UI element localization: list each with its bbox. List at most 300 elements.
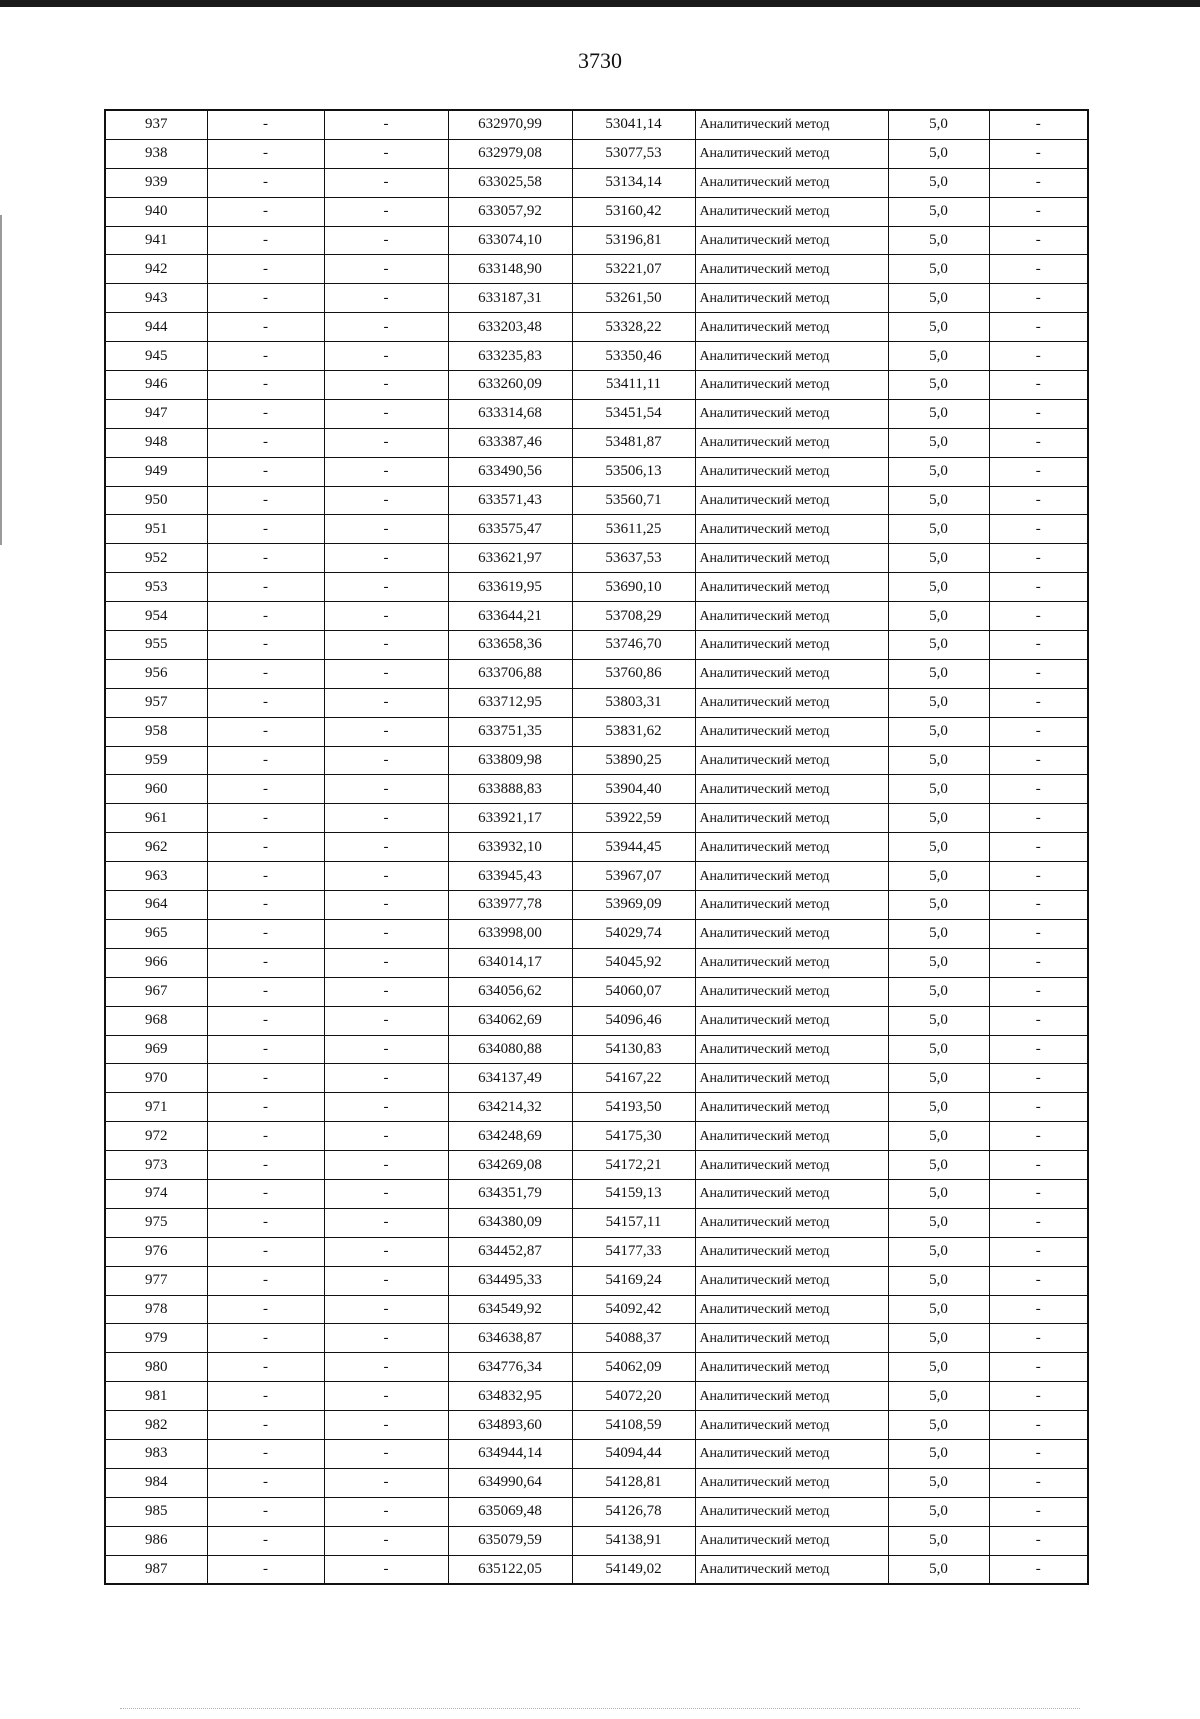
empty-col-8-cell: - (989, 1122, 1088, 1151)
accuracy-cell: 5,0 (888, 1497, 989, 1526)
method-cell: Аналитический метод (695, 457, 888, 486)
accuracy-cell: 5,0 (888, 1208, 989, 1237)
coord-x-cell: 634638,87 (448, 1324, 572, 1353)
method-cell: Аналитический метод (695, 110, 888, 139)
empty-col-3-cell: - (324, 428, 448, 457)
accuracy-cell: 5,0 (888, 515, 989, 544)
coord-y-cell: 53690,10 (572, 573, 695, 602)
coord-y-cell: 54149,02 (572, 1555, 695, 1584)
method-cell: Аналитический метод (695, 862, 888, 891)
empty-col-8-cell: - (989, 1411, 1088, 1440)
coord-x-cell: 633932,10 (448, 833, 572, 862)
empty-col-3-cell: - (324, 1266, 448, 1295)
empty-col-2-cell: - (207, 746, 324, 775)
accuracy-cell: 5,0 (888, 139, 989, 168)
method-cell: Аналитический метод (695, 948, 888, 977)
coord-x-cell: 634056,62 (448, 977, 572, 1006)
empty-col-2-cell: - (207, 891, 324, 920)
empty-col-3-cell: - (324, 1151, 448, 1180)
empty-col-8-cell: - (989, 1006, 1088, 1035)
coord-y-cell: 54175,30 (572, 1122, 695, 1151)
empty-col-3-cell: - (324, 313, 448, 342)
empty-col-2-cell: - (207, 804, 324, 833)
empty-col-3-cell: - (324, 1468, 448, 1497)
point-number-cell: 938 (105, 139, 207, 168)
table-row (105, 659, 1088, 688)
point-number-cell: 962 (105, 833, 207, 862)
method-cell: Аналитический метод (695, 804, 888, 833)
table-row (105, 342, 1088, 371)
empty-col-3-cell: - (324, 573, 448, 602)
table-row (105, 1468, 1088, 1497)
point-number-cell: 986 (105, 1526, 207, 1555)
coord-x-cell: 635079,59 (448, 1526, 572, 1555)
empty-col-3-cell: - (324, 1324, 448, 1353)
coord-y-cell: 54130,83 (572, 1035, 695, 1064)
method-cell: Аналитический метод (695, 255, 888, 284)
empty-col-3-cell: - (324, 688, 448, 717)
table-row (105, 1064, 1088, 1093)
method-cell: Аналитический метод (695, 1439, 888, 1468)
accuracy-cell: 5,0 (888, 573, 989, 602)
point-number-cell: 945 (105, 342, 207, 371)
accuracy-cell: 5,0 (888, 110, 989, 139)
empty-col-8-cell: - (989, 833, 1088, 862)
coord-x-cell: 633712,95 (448, 688, 572, 717)
empty-col-2-cell: - (207, 342, 324, 371)
page-number: 3730 (578, 48, 622, 73)
empty-col-2-cell: - (207, 1324, 324, 1353)
coord-x-cell: 633619,95 (448, 573, 572, 602)
point-number-cell: 947 (105, 399, 207, 428)
table-row (105, 399, 1088, 428)
empty-col-2-cell: - (207, 775, 324, 804)
empty-col-2-cell: - (207, 399, 324, 428)
empty-col-2-cell: - (207, 1382, 324, 1411)
point-number-cell: 959 (105, 746, 207, 775)
table-row (105, 804, 1088, 833)
accuracy-cell: 5,0 (888, 1526, 989, 1555)
empty-col-3-cell: - (324, 775, 448, 804)
empty-col-2-cell: - (207, 544, 324, 573)
coord-x-cell: 633187,31 (448, 284, 572, 313)
empty-col-3-cell: - (324, 977, 448, 1006)
coord-y-cell: 54088,37 (572, 1324, 695, 1353)
coord-x-cell: 634944,14 (448, 1439, 572, 1468)
empty-col-2-cell: - (207, 1064, 324, 1093)
coord-y-cell: 53760,86 (572, 659, 695, 688)
coord-x-cell: 635122,05 (448, 1555, 572, 1584)
accuracy-cell: 5,0 (888, 1266, 989, 1295)
accuracy-cell: 5,0 (888, 631, 989, 660)
accuracy-cell: 5,0 (888, 313, 989, 342)
table-row (105, 226, 1088, 255)
empty-col-2-cell: - (207, 1093, 324, 1122)
point-number-cell: 950 (105, 486, 207, 515)
accuracy-cell: 5,0 (888, 342, 989, 371)
method-cell: Аналитический метод (695, 1468, 888, 1497)
point-number-cell: 963 (105, 862, 207, 891)
coord-y-cell: 54060,07 (572, 977, 695, 1006)
empty-col-3-cell: - (324, 399, 448, 428)
empty-col-3-cell: - (324, 1237, 448, 1266)
accuracy-cell: 5,0 (888, 1237, 989, 1266)
point-number-cell: 960 (105, 775, 207, 804)
coord-y-cell: 53967,07 (572, 862, 695, 891)
empty-col-2-cell: - (207, 1266, 324, 1295)
empty-col-3-cell: - (324, 1179, 448, 1208)
coord-y-cell: 53261,50 (572, 284, 695, 313)
point-number-cell: 966 (105, 948, 207, 977)
table-row (105, 1006, 1088, 1035)
table-row (105, 371, 1088, 400)
empty-col-2-cell: - (207, 573, 324, 602)
empty-col-2-cell: - (207, 1237, 324, 1266)
empty-col-8-cell: - (989, 457, 1088, 486)
empty-col-3-cell: - (324, 515, 448, 544)
coordinates-table (104, 109, 1089, 1585)
coord-x-cell: 634062,69 (448, 1006, 572, 1035)
table-row (105, 717, 1088, 746)
coord-x-cell: 633644,21 (448, 602, 572, 631)
coord-y-cell: 53560,71 (572, 486, 695, 515)
coord-y-cell: 54172,21 (572, 1151, 695, 1180)
empty-col-2-cell: - (207, 1208, 324, 1237)
accuracy-cell: 5,0 (888, 1151, 989, 1180)
table-row (105, 1555, 1088, 1584)
coord-y-cell: 53922,59 (572, 804, 695, 833)
empty-col-8-cell: - (989, 255, 1088, 284)
empty-col-3-cell: - (324, 1006, 448, 1035)
accuracy-cell: 5,0 (888, 1324, 989, 1353)
table-row (105, 1439, 1088, 1468)
method-cell: Аналитический метод (695, 284, 888, 313)
point-number-cell: 967 (105, 977, 207, 1006)
method-cell: Аналитический метод (695, 1266, 888, 1295)
method-cell: Аналитический метод (695, 891, 888, 920)
empty-col-8-cell: - (989, 573, 1088, 602)
accuracy-cell: 5,0 (888, 457, 989, 486)
empty-col-2-cell: - (207, 139, 324, 168)
empty-col-3-cell: - (324, 168, 448, 197)
method-cell: Аналитический метод (695, 833, 888, 862)
method-cell: Аналитический метод (695, 168, 888, 197)
accuracy-cell: 5,0 (888, 1411, 989, 1440)
empty-col-3-cell: - (324, 1035, 448, 1064)
table-row (105, 486, 1088, 515)
coord-x-cell: 633235,83 (448, 342, 572, 371)
empty-col-3-cell: - (324, 631, 448, 660)
accuracy-cell: 5,0 (888, 1468, 989, 1497)
coord-x-cell: 633387,46 (448, 428, 572, 457)
point-number-cell: 946 (105, 371, 207, 400)
method-cell: Аналитический метод (695, 1382, 888, 1411)
coord-x-cell: 634014,17 (448, 948, 572, 977)
empty-col-2-cell: - (207, 833, 324, 862)
accuracy-cell: 5,0 (888, 1006, 989, 1035)
coord-y-cell: 53803,31 (572, 688, 695, 717)
method-cell: Аналитический метод (695, 919, 888, 948)
method-cell: Аналитический метод (695, 573, 888, 602)
accuracy-cell: 5,0 (888, 1093, 989, 1122)
coord-y-cell: 54167,22 (572, 1064, 695, 1093)
empty-col-8-cell: - (989, 544, 1088, 573)
table-row (105, 255, 1088, 284)
coord-y-cell: 54092,42 (572, 1295, 695, 1324)
point-number-cell: 973 (105, 1151, 207, 1180)
empty-col-3-cell: - (324, 1208, 448, 1237)
coord-x-cell: 634990,64 (448, 1468, 572, 1497)
table-row (105, 1526, 1088, 1555)
empty-col-2-cell: - (207, 631, 324, 660)
point-number-cell: 972 (105, 1122, 207, 1151)
method-cell: Аналитический метод (695, 688, 888, 717)
point-number-cell: 984 (105, 1468, 207, 1497)
empty-col-2-cell: - (207, 1439, 324, 1468)
empty-col-3-cell: - (324, 1093, 448, 1122)
coord-x-cell: 633977,78 (448, 891, 572, 920)
table-row (105, 110, 1088, 139)
method-cell: Аналитический метод (695, 1497, 888, 1526)
point-number-cell: 940 (105, 197, 207, 226)
accuracy-cell: 5,0 (888, 688, 989, 717)
accuracy-cell: 5,0 (888, 1439, 989, 1468)
method-cell: Аналитический метод (695, 399, 888, 428)
coord-x-cell: 634351,79 (448, 1179, 572, 1208)
method-cell: Аналитический метод (695, 1006, 888, 1035)
empty-col-8-cell: - (989, 891, 1088, 920)
empty-col-8-cell: - (989, 804, 1088, 833)
point-number-cell: 982 (105, 1411, 207, 1440)
point-number-cell: 941 (105, 226, 207, 255)
empty-col-2-cell: - (207, 717, 324, 746)
point-number-cell: 939 (105, 168, 207, 197)
accuracy-cell: 5,0 (888, 226, 989, 255)
accuracy-cell: 5,0 (888, 891, 989, 920)
empty-col-8-cell: - (989, 631, 1088, 660)
empty-col-8-cell: - (989, 977, 1088, 1006)
table-row (105, 1382, 1088, 1411)
coord-x-cell: 633945,43 (448, 862, 572, 891)
point-number-cell: 955 (105, 631, 207, 660)
point-number-cell: 949 (105, 457, 207, 486)
table-row (105, 168, 1088, 197)
accuracy-cell: 5,0 (888, 717, 989, 746)
table-row (105, 284, 1088, 313)
empty-col-3-cell: - (324, 110, 448, 139)
point-number-cell: 944 (105, 313, 207, 342)
table-row (105, 313, 1088, 342)
point-number-cell: 987 (105, 1555, 207, 1584)
empty-col-2-cell: - (207, 1295, 324, 1324)
empty-col-8-cell: - (989, 775, 1088, 804)
empty-col-8-cell: - (989, 1151, 1088, 1180)
accuracy-cell: 5,0 (888, 919, 989, 948)
method-cell: Аналитический метод (695, 1035, 888, 1064)
empty-col-8-cell: - (989, 1093, 1088, 1122)
scan-edge-top (0, 0, 1200, 7)
coord-y-cell: 54045,92 (572, 948, 695, 977)
accuracy-cell: 5,0 (888, 862, 989, 891)
empty-col-8-cell: - (989, 313, 1088, 342)
point-number-cell: 961 (105, 804, 207, 833)
empty-col-2-cell: - (207, 1497, 324, 1526)
point-number-cell: 975 (105, 1208, 207, 1237)
coord-x-cell: 633074,10 (448, 226, 572, 255)
empty-col-2-cell: - (207, 457, 324, 486)
method-cell: Аналитический метод (695, 1353, 888, 1382)
table-row (105, 602, 1088, 631)
point-number-cell: 976 (105, 1237, 207, 1266)
table-row (105, 948, 1088, 977)
empty-col-2-cell: - (207, 486, 324, 515)
empty-col-3-cell: - (324, 659, 448, 688)
coord-y-cell: 54193,50 (572, 1093, 695, 1122)
accuracy-cell: 5,0 (888, 1353, 989, 1382)
method-cell: Аналитический метод (695, 1122, 888, 1151)
empty-col-8-cell: - (989, 371, 1088, 400)
empty-col-8-cell: - (989, 284, 1088, 313)
empty-col-8-cell: - (989, 948, 1088, 977)
coord-y-cell: 53481,87 (572, 428, 695, 457)
empty-col-2-cell: - (207, 1353, 324, 1382)
empty-col-8-cell: - (989, 1295, 1088, 1324)
coord-x-cell: 633921,17 (448, 804, 572, 833)
empty-col-2-cell: - (207, 1468, 324, 1497)
coord-x-cell: 634080,88 (448, 1035, 572, 1064)
empty-col-3-cell: - (324, 602, 448, 631)
coord-x-cell: 634495,33 (448, 1266, 572, 1295)
empty-col-3-cell: - (324, 1295, 448, 1324)
table-row (105, 891, 1088, 920)
table-row (105, 1411, 1088, 1440)
empty-col-3-cell: - (324, 284, 448, 313)
coord-x-cell: 634452,87 (448, 1237, 572, 1266)
coord-y-cell: 54108,59 (572, 1411, 695, 1440)
accuracy-cell: 5,0 (888, 602, 989, 631)
empty-col-8-cell: - (989, 1237, 1088, 1266)
coord-y-cell: 54128,81 (572, 1468, 695, 1497)
table-row (105, 1237, 1088, 1266)
table-row (105, 1353, 1088, 1382)
empty-col-8-cell: - (989, 659, 1088, 688)
coord-y-cell: 53077,53 (572, 139, 695, 168)
coord-y-cell: 53637,53 (572, 544, 695, 573)
coordinates-table-body (105, 110, 1088, 1584)
accuracy-cell: 5,0 (888, 948, 989, 977)
method-cell: Аналитический метод (695, 313, 888, 342)
accuracy-cell: 5,0 (888, 197, 989, 226)
table-row (105, 515, 1088, 544)
scan-edge-left (0, 215, 2, 545)
accuracy-cell: 5,0 (888, 168, 989, 197)
method-cell: Аналитический метод (695, 1526, 888, 1555)
accuracy-cell: 5,0 (888, 804, 989, 833)
point-number-cell: 943 (105, 284, 207, 313)
accuracy-cell: 5,0 (888, 255, 989, 284)
empty-col-3-cell: - (324, 371, 448, 400)
method-cell: Аналитический метод (695, 1093, 888, 1122)
coord-y-cell: 54072,20 (572, 1382, 695, 1411)
empty-col-8-cell: - (989, 428, 1088, 457)
table-row (105, 1122, 1088, 1151)
coord-x-cell: 634269,08 (448, 1151, 572, 1180)
coord-y-cell: 54094,44 (572, 1439, 695, 1468)
coord-x-cell: 634248,69 (448, 1122, 572, 1151)
point-number-cell: 969 (105, 1035, 207, 1064)
table-row (105, 775, 1088, 804)
method-cell: Аналитический метод (695, 1411, 888, 1440)
accuracy-cell: 5,0 (888, 1122, 989, 1151)
coord-y-cell: 53611,25 (572, 515, 695, 544)
method-cell: Аналитический метод (695, 1237, 888, 1266)
empty-col-8-cell: - (989, 1179, 1088, 1208)
empty-col-8-cell: - (989, 342, 1088, 371)
point-number-cell: 985 (105, 1497, 207, 1526)
empty-col-2-cell: - (207, 284, 324, 313)
empty-col-3-cell: - (324, 457, 448, 486)
empty-col-3-cell: - (324, 197, 448, 226)
empty-col-3-cell: - (324, 1555, 448, 1584)
table-row (105, 1266, 1088, 1295)
method-cell: Аналитический метод (695, 428, 888, 457)
empty-col-2-cell: - (207, 1555, 324, 1584)
coord-y-cell: 53506,13 (572, 457, 695, 486)
method-cell: Аналитический метод (695, 342, 888, 371)
empty-col-8-cell: - (989, 168, 1088, 197)
method-cell: Аналитический метод (695, 746, 888, 775)
coord-x-cell: 634549,92 (448, 1295, 572, 1324)
accuracy-cell: 5,0 (888, 486, 989, 515)
accuracy-cell: 5,0 (888, 1179, 989, 1208)
coord-y-cell: 53890,25 (572, 746, 695, 775)
empty-col-2-cell: - (207, 948, 324, 977)
empty-col-8-cell: - (989, 1382, 1088, 1411)
coord-y-cell: 53350,46 (572, 342, 695, 371)
method-cell: Аналитический метод (695, 1324, 888, 1353)
empty-col-2-cell: - (207, 919, 324, 948)
empty-col-2-cell: - (207, 1122, 324, 1151)
coord-y-cell: 54062,09 (572, 1353, 695, 1382)
point-number-cell: 956 (105, 659, 207, 688)
empty-col-8-cell: - (989, 1439, 1088, 1468)
empty-col-2-cell: - (207, 168, 324, 197)
method-cell: Аналитический метод (695, 1555, 888, 1584)
coord-y-cell: 54157,11 (572, 1208, 695, 1237)
empty-col-3-cell: - (324, 1382, 448, 1411)
empty-col-8-cell: - (989, 1497, 1088, 1526)
coord-x-cell: 634832,95 (448, 1382, 572, 1411)
table-row (105, 746, 1088, 775)
empty-col-8-cell: - (989, 1324, 1088, 1353)
accuracy-cell: 5,0 (888, 746, 989, 775)
point-number-cell: 979 (105, 1324, 207, 1353)
empty-col-8-cell: - (989, 399, 1088, 428)
coord-y-cell: 53904,40 (572, 775, 695, 804)
empty-col-8-cell: - (989, 1035, 1088, 1064)
coord-x-cell: 633148,90 (448, 255, 572, 284)
empty-col-8-cell: - (989, 1555, 1088, 1584)
empty-col-8-cell: - (989, 515, 1088, 544)
coord-y-cell: 54096,46 (572, 1006, 695, 1035)
table-row (105, 1151, 1088, 1180)
method-cell: Аналитический метод (695, 631, 888, 660)
coord-y-cell: 54159,13 (572, 1179, 695, 1208)
table-row (105, 1035, 1088, 1064)
accuracy-cell: 5,0 (888, 399, 989, 428)
empty-col-2-cell: - (207, 226, 324, 255)
empty-col-2-cell: - (207, 110, 324, 139)
